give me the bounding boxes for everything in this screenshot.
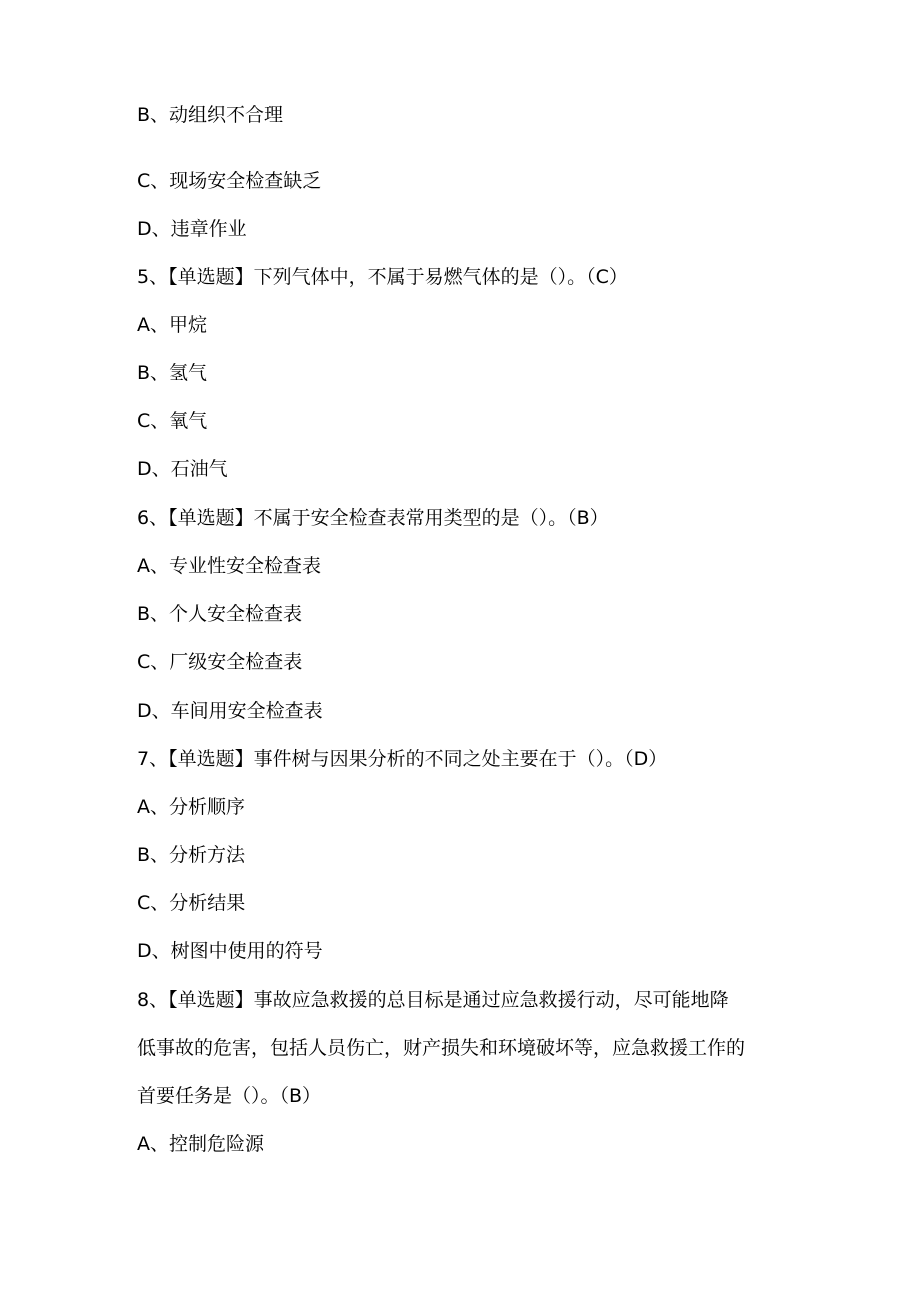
option-c-q7: C、分析结果 [137, 892, 246, 914]
question-6: 6、【单选题】不属于安全检查表常用类型的是（）。（B） [137, 507, 609, 529]
option-c-q5: C、氧气 [137, 410, 208, 432]
option-c-q4: C、现场安全检查缺乏 [137, 170, 322, 192]
option-b-q7: B、分析方法 [137, 844, 246, 866]
option-d-q4: D、违章作业 [137, 218, 247, 240]
option-c-q6: C、厂级安全检查表 [137, 651, 303, 673]
option-d-q6: D、车间用安全检查表 [137, 700, 323, 722]
question-8-line-3: 首要任务是（）。（B） [137, 1085, 322, 1107]
question-8-line-1: 8、【单选题】事故应急救援的总目标是通过应急救援行动，尽可能地降 [137, 989, 729, 1011]
question-7: 7、【单选题】事件树与因果分析的不同之处主要在于（）。（D） [137, 748, 668, 770]
option-a-q7: A、分析顺序 [137, 796, 245, 818]
option-a-q6: A、专业性安全检查表 [137, 555, 321, 577]
option-b-q4: B、动组织不合理 [137, 104, 284, 126]
question-8-line-2: 低事故的危害，包括人员伤亡，财产损失和环境破坏等，应急救援工作的 [137, 1037, 746, 1059]
option-d-q5: D、石油气 [137, 458, 228, 480]
option-b-q6: B、个人安全检查表 [137, 603, 303, 625]
option-b-q5: B、氢气 [137, 362, 208, 384]
question-5: 5、【单选题】下列气体中，不属于易燃气体的是（）。（C） [137, 266, 628, 288]
option-d-q7: D、树图中使用的符号 [137, 940, 323, 962]
option-a-q5: A、甲烷 [137, 314, 207, 336]
option-a-q8: A、控制危险源 [137, 1133, 264, 1155]
